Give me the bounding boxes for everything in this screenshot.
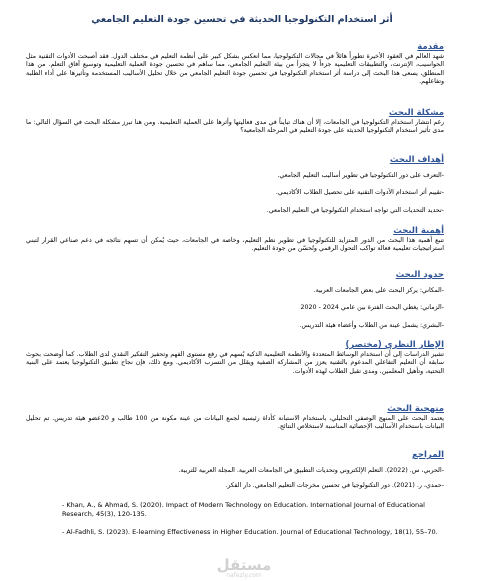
section-body: يعتمد البحث على المنهج الوصفي التحليلي، باستخدام الاستبانة كأداة رئيسية لجمع البيانات من عينة مكونة من 100 طالب و 20عضو هيئة تدريس. تم تحليل البيانات باستخدام الأساليب الإحصائية المناسبة لاستخلاص النتائج.: [26, 415, 445, 431]
section-heading: مقدمة: [417, 42, 444, 52]
section-limits: [26, 270, 444, 330]
watermark-latin: nafezly.com: [226, 572, 262, 579]
section-framework: [26, 340, 444, 376]
section-body: تنبع أهمية هذا البحث من الدور المتزايد للتكنولوجيا في تطوير نظم التعليم، وخاصة في الجامعات، حيث يُمكن أن تسهم نتائجه في دعم صناعي القرار لتبني استراتيجيات تعليمية فعالة تواكب التحول الرقمي وتُحسّن من جودة التعليم.: [26, 237, 444, 253]
section-introduction: [26, 42, 444, 87]
section-body: شهد العالم في العقود الأخيرة تطوراً هائلاً في مجالات التكنولوجيا، مما انعكس بشكل كبير على أنظمة التعليم في مختلف الدول. فقد أصبحت الأدوات التقنية مثل الحواسيب، الإنترنت، والتطبيقات التعليمية جزءاً لا يتجزأ من بيئة التعليم الجامعي، مما ساهم في تحسين جودة العملية التعليمية وتوسيع آفاق التعلم. من هذا المنطلق، يسعى هذا البحث إلى دراسة أثر استخدام التكنولوجيا في تحسين جودة التعليم الجامعي من خلال تحليل الأساليب المستخدمة وتأثيرها على أداء الطلبة وتفاعلهم.: [26, 53, 444, 86]
list-item: -المكاني: يركز البحث على بعض الجامعات العربية.: [313, 287, 444, 294]
section-heading: منهجية البحث: [387, 404, 444, 414]
reference-item-english: - Al-Fadhli, S. (2023). E-learning Effectiveness in Higher Education. Journal of Educational Technology, 18(1), 55–70.: [62, 527, 438, 536]
section-heading: أهمية البحث: [393, 226, 444, 236]
document-title: أثر استخدام التكنولوجيا الحديثة في تحسين جودة التعليم الجامعي: [91, 14, 393, 25]
section-body: رغم انتشار استخدام التكنولوجيا في الجامعات، إلا أن هناك تبايناً في مدى فعاليتها وأثرها على العملية التعليمية. ومن هنا تبرز مشكلة البحث في السؤال التالي: ما مدى تأثير استخدام التكنولوجيا الحديثة على جودة التعليم في المرحلة الجامعية؟: [26, 119, 444, 135]
list-item: -تحديد التحديات التي تواجه استخدام التكنولوجيا في التعليم الجامعي.: [266, 206, 444, 214]
section-references: [26, 450, 444, 537]
watermark-logo: [204, 556, 284, 579]
reference-item: -حمدي، ر. (2021). دور التكنولوجيا في تحسين مخرجات التعليم الجامعي. دار الفكر.: [225, 482, 444, 490]
section-objectives: [26, 155, 444, 215]
section-heading: أهداف البحث: [389, 155, 444, 165]
section-heading: حدود البحث: [395, 270, 444, 280]
list-item: -تقييم أثر استخدام الأدوات التقنية على تحصيل الطلاب الأكاديمي.: [275, 189, 444, 197]
section-problem: [26, 108, 444, 136]
list-item: -التعرف على دور التكنولوجيا في تطوير أساليب التعليم الجامعي.: [277, 172, 444, 179]
list-item: -الزماني: يغطي البحث الفترة بين عامي 2024 - 2020: [300, 304, 444, 312]
section-importance: [26, 226, 444, 254]
section-heading: الإطار النظري (مختصر): [345, 340, 444, 350]
section-heading: مشكلة البحث: [388, 108, 444, 118]
list-item: -البشري: يشمل عينة من الطلاب وأعضاء هيئة التدريس.: [299, 321, 444, 329]
section-body: تشير الدراسات إلى أن استخدام الوسائط المتعددة والأنظمة التعليمية الذكية يُسهم في رفع مستوى الفهم وتحفيز التفكير النقدي لدى الطلاب. كما أوضحت بحوث سابقة أن التعليم التفاعلي المدعوم بالتقنية يعزز من المشاركة الصفية ويقلل من التسرب الأكاديمي. ومع ذلك، فإن نجاح تطبيق التكنولوجيا يعتمد على البنية التحتية، وتأهيل المعلمين، ومدى تقبل الطلاب لهذه الأدوات.: [26, 351, 444, 375]
section-heading: المراجع: [412, 450, 444, 460]
watermark-arabic: مستقل: [216, 556, 272, 574]
reference-item: -الحربي، س. (2022). التعلم الإلكتروني وتحديات التطبيق في الجامعات العربية. المجلة العربية للتربية.: [178, 467, 444, 474]
section-methodology: [26, 404, 444, 432]
reference-item-english: - Khan, A., & Ahmad, S. (2020). Impact of Modern Technology on Education. International Journal of Educational Research, 45(3), 120-135.: [62, 500, 425, 518]
